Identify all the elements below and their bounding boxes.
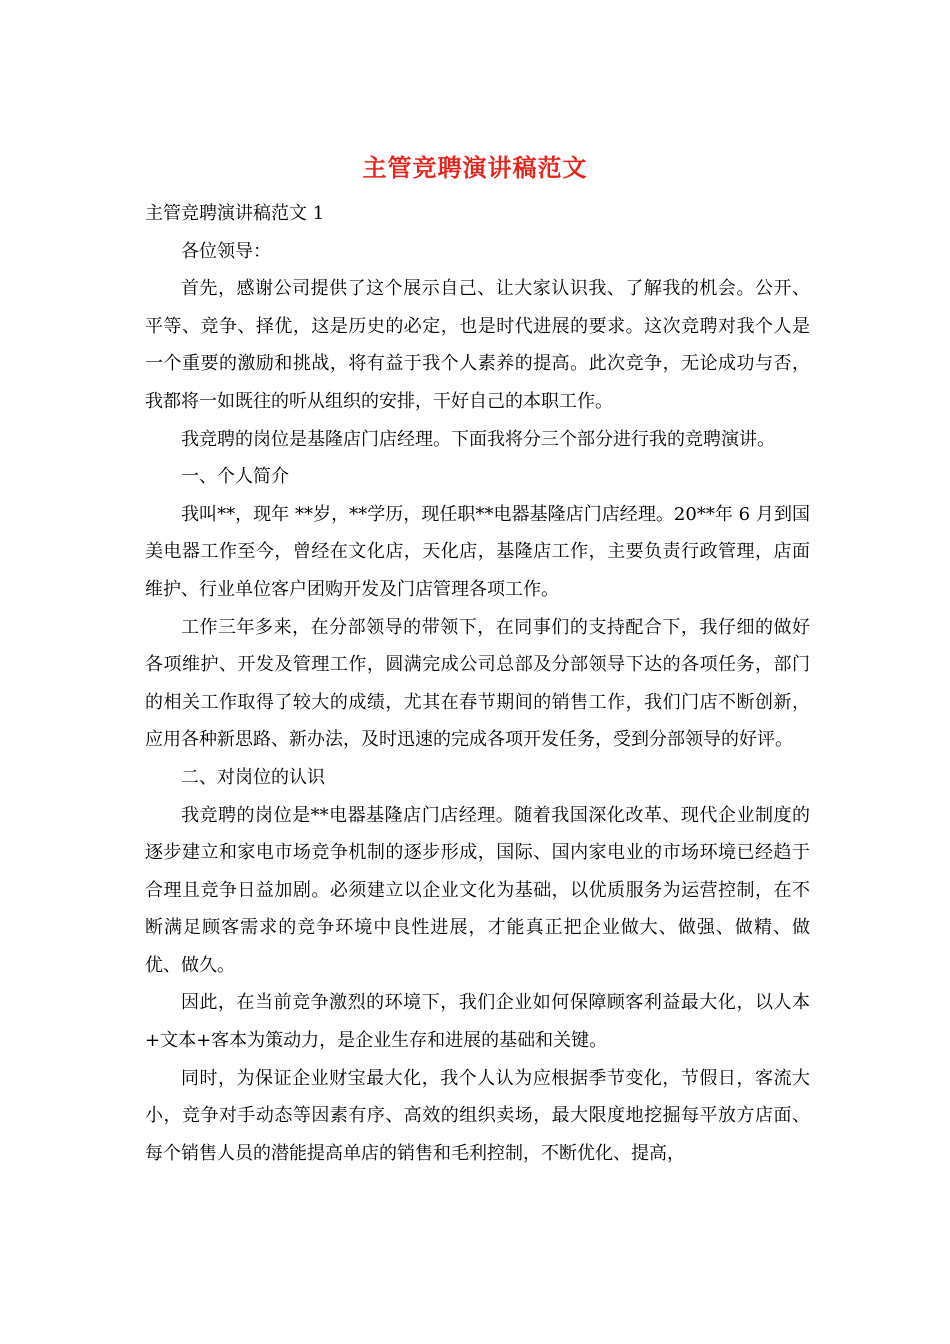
paragraph: 因此，在当前竞争激烈的环境下，我们企业如何保障顾客利益最大化，以人本+文本+客本为策动力，是企业生存和进展的基础和关键。 bbox=[145, 992, 810, 1052]
section-heading: 主管竞聘演讲稿范文 1 bbox=[145, 203, 325, 224]
document-title: 主管竞聘演讲稿范文 bbox=[362, 153, 588, 182]
section-heading-position-understanding: 二、对岗位的认识 bbox=[181, 766, 325, 788]
paragraph: 我叫**，现年 **岁，**学历，现任职**电器基隆店门店经理。20**年 6 月到国美电器工作至今，曾经在文化店，天化店，基隆店工作，主要负责行政管理，店面维护、行业单位客户团购开发及门店管理各项工作。 bbox=[145, 503, 810, 600]
paragraph: 我竞聘的岗位是**电器基隆店门店经理。随着我国深化改革、现代企业制度的逐步建立和家电市场竞争机制的逐步形成，国际、国内家电业的市场环境已经趋于合理且竞争日益加剧。必须建立以企业文化为基础，以优质服务为运营控制，在不断满足顾客需求的竞争环境中良性进展，才能真正把企业做大、做强、做精、做优、做久。 bbox=[145, 804, 810, 976]
salutation: 各位领导： bbox=[181, 240, 271, 262]
section-heading-personal-intro: 一、个人简介 bbox=[181, 466, 289, 488]
paragraph: 首先，感谢公司提供了这个展示自己、让大家认识我、了解我的机会。公开、平等、竞争、择优，这是历史的必定，也是时代进展的要求。这次竞聘对我个人是一个重要的激励和挑战，将有益于我个人素养的提高。此次竞争，无论成功与否，我都将一如既往的听从组织的安排，干好自己的本职工作。 bbox=[145, 278, 810, 412]
paragraph: 同时，为保证企业财宝最大化，我个人认为应根据季节变化，节假日，客流大小，竞争对手动态等因素有序、高效的组织卖场，最大限度地挖掘每平放方店面、每个销售人员的潜能提高单店的销售和毛利控制，不断优化、提高， bbox=[145, 1067, 810, 1164]
paragraph: 工作三年多来，在分部领导的带领下，在同事们的支持配合下，我仔细的做好各项维护、开发及管理工作，圆满完成公司总部及分部领导下达的各项任务，部门的相关工作取得了较大的成绩，尤其在春节期间的销售工作，我们门店不断创新，应用各种新思路、新办法，及时迅速的完成各项开发任务，受到分部领导的好评。 bbox=[145, 616, 810, 751]
paragraph: 我竞聘的岗位是基隆店门店经理。下面我将分三个部分进行我的竞聘演讲。 bbox=[181, 428, 775, 450]
document-body bbox=[145, 195, 810, 1172]
